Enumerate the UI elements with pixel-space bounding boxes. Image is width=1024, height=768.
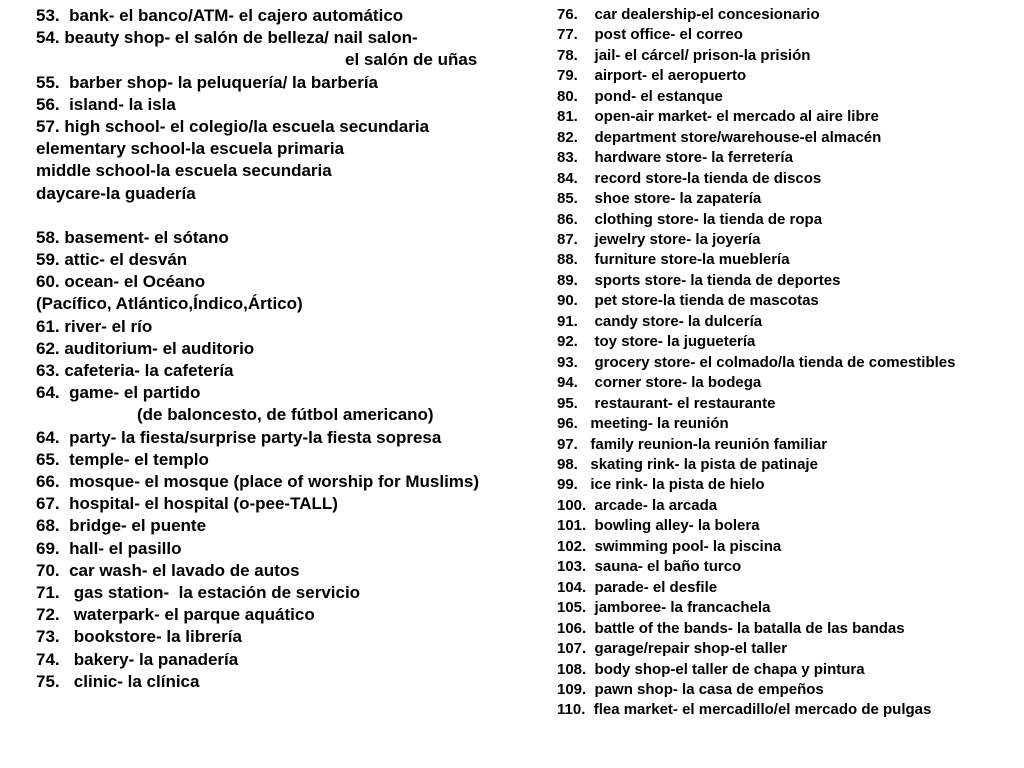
vocab-entry: 73. bookstore- la librería — [36, 627, 242, 647]
vocab-entry: (Pacífico, Atlántico,Índico,Ártico) — [36, 294, 303, 314]
vocab-entry: 58. basement- el sótano — [36, 227, 229, 247]
vocab-entry: 105. jamboree- la francachela — [557, 599, 771, 617]
left-vocabulary-column — [36, 5, 536, 693]
vocab-entry: 67. hospital- el hospital (o-pee-TALL) — [36, 494, 338, 514]
vocab-entry: 68. bridge- el puente — [36, 516, 207, 536]
right-vocabulary-column — [557, 5, 1017, 721]
vocab-entry: 83. hardware store- la ferretería — [557, 149, 793, 167]
vocab-entry: 102. swimming pool- la piscina — [557, 537, 782, 555]
vocab-entry: 72. waterpark- el parque aquático — [36, 605, 315, 625]
vocab-entry: 94. corner store- la bodega — [557, 374, 762, 392]
vocab-entry: 66. mosque- el mosque (place of worship for Muslims) — [36, 472, 480, 492]
vocab-entry: 95. restaurant- el restaurante — [557, 394, 776, 412]
vocab-entry: middle school-la escuela secundaria — [36, 161, 332, 181]
vocab-entry: 71. gas station- la estación de servicio — [36, 583, 361, 603]
vocab-entry: daycare-la guadería — [36, 183, 196, 203]
vocab-entry: 108. body shop-el taller de chapa y pintura — [557, 660, 865, 678]
vocab-entry: 104. parade- el desfile — [557, 578, 718, 596]
vocab-entry: 99. ice rink- la pista de hielo — [557, 476, 765, 494]
vocab-entry: 106. battle of the bands- la batalla de las bandas — [557, 619, 905, 637]
vocab-entry: 85. shoe store- la zapatería — [557, 190, 762, 208]
vocab-entry: 59. attic- el desván — [36, 250, 188, 270]
vocab-entry: 74. bakery- la panadería — [36, 649, 239, 669]
vocab-entry: 54. beauty shop- el salón de belleza/ nail salon- — [36, 28, 418, 48]
vocab-entry: 86. clothing store- la tienda de ropa — [557, 210, 823, 228]
vocab-entry: 107. garage/repair shop-el taller — [557, 640, 788, 658]
vocab-entry: 70. car wash- el lavado de autos — [36, 560, 300, 580]
vocab-entry: 76. car dealership-el concesionario — [557, 6, 820, 23]
vocab-entry: 109. pawn shop- la casa de empeños — [557, 680, 824, 698]
vocab-entry: 110. flea market- el mercadillo/el mercado de pulgas — [557, 701, 932, 719]
vocab-entry: 62. auditorium- el auditorio — [36, 338, 255, 358]
vocab-entry: 92. toy store- la juguetería — [557, 333, 756, 351]
vocab-entry: 56. island- la isla — [36, 94, 176, 114]
vocab-entry: 90. pet store-la tienda de mascotas — [557, 292, 819, 310]
vocab-entry: elementary school-la escuela primaria — [36, 139, 345, 159]
vocab-entry: 98. skating rink- la pista de patinaje — [557, 455, 818, 473]
vocab-entry: 63. cafeteria- la cafetería — [36, 361, 234, 381]
vocab-entry: 61. river- el río — [36, 316, 153, 336]
vocab-entry: 64. party- la fiesta/surprise party-la fiesta sopresa — [36, 427, 442, 447]
vocab-entry: 91. candy store- la dulcería — [557, 312, 763, 330]
vocab-entry: 81. open-air market- el mercado al aire libre — [557, 108, 879, 126]
vocab-entry: 88. furniture store-la mueblería — [557, 251, 790, 269]
vocab-entry: 103. sauna- el baño turco — [557, 558, 742, 576]
blank-line — [36, 205, 536, 227]
vocab-entry: 89. sports store- la tienda de deportes — [557, 271, 841, 289]
vocab-entry: 79. airport- el aeropuerto — [557, 67, 747, 85]
vocab-entry: (de baloncesto, de fútbol americano) — [137, 405, 434, 425]
vocab-entry: 75. clinic- la clínica — [36, 671, 200, 691]
vocab-entry: 57. high school- el colegio/la escuela secundaria — [36, 117, 430, 137]
vocab-entry: 53. bank- el banco/ATM- el cajero automático — [36, 6, 404, 25]
vocab-entry: 69. hall- el pasillo — [36, 538, 182, 558]
vocab-entry: 84. record store-la tienda de discos — [557, 169, 822, 187]
vocab-entry: 64. game- el partido — [36, 383, 201, 403]
vocab-entry: 60. ocean- el Océano — [36, 272, 206, 292]
vocab-entry: 100. arcade- la arcada — [557, 496, 718, 514]
vocab-entry: 82. department store/warehouse-el almacén — [557, 128, 882, 146]
vocab-entry: 97. family reunion-la reunión familiar — [557, 435, 828, 453]
vocab-entry: el salón de uñas — [345, 50, 478, 70]
vocab-entry: 93. grocery store- el colmado/la tienda de comestibles — [557, 353, 956, 371]
vocab-entry: 101. bowling alley- la bolera — [557, 517, 760, 535]
vocab-entry: 65. temple- el templo — [36, 449, 209, 469]
vocab-entry: 96. meeting- la reunión — [557, 415, 729, 433]
vocab-entry: 77. post office- el correo — [557, 26, 743, 44]
vocab-entry: 78. jail- el cárcel/ prison-la prisión — [557, 46, 811, 64]
vocab-entry: 87. jewelry store- la joyería — [557, 230, 761, 248]
vocab-entry: 80. pond- el estanque — [557, 87, 723, 105]
vocab-entry: 55. barber shop- la peluquería/ la barbería — [36, 72, 379, 92]
